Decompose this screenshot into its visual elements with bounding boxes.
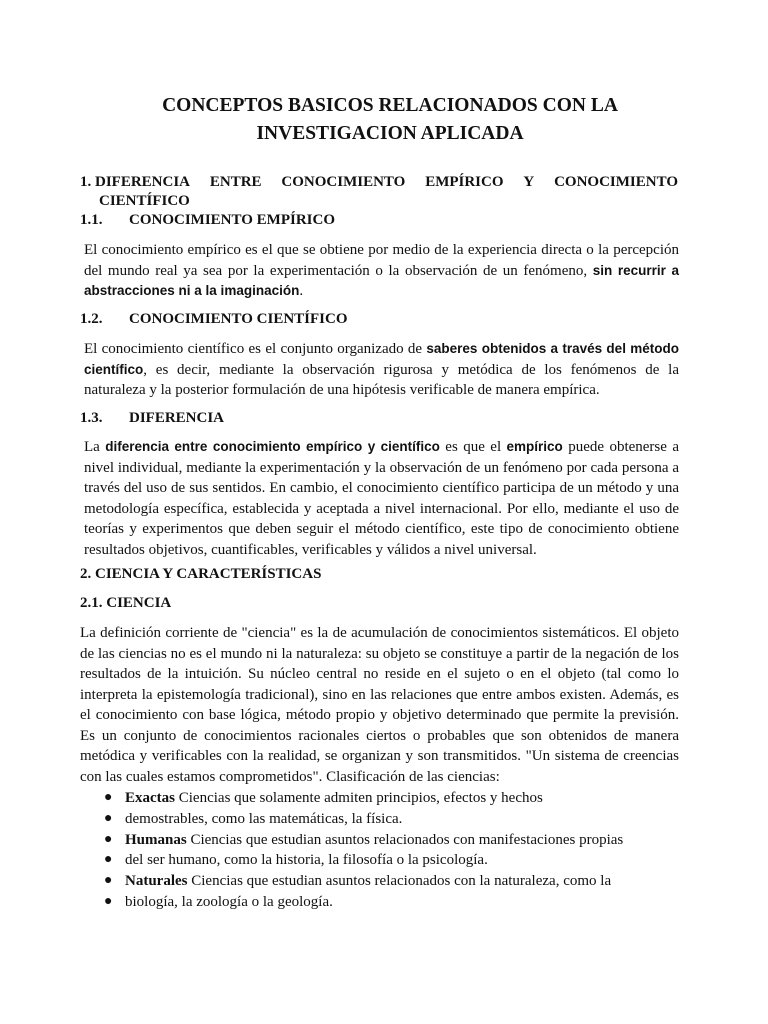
paragraph-text: El conocimiento empírico es el que se obtiene por medio de la experiencia directa o la percepción del mundo real ya sea por la experimentación o la observación de un fenómeno,	[84, 242, 679, 279]
heading-word-6: CONOCIMIENTO	[554, 174, 678, 190]
bullet-icon: ●	[104, 873, 113, 889]
list-item-text: Ciencias que estudian asuntos relacionados con manifestaciones propias	[186, 831, 624, 848]
list-item-text: demostrables, como las matemáticas, la física.	[125, 810, 403, 827]
bullet-icon: ●	[104, 790, 113, 805]
bullet-icon: ●	[104, 831, 113, 847]
paragraph-text: .	[299, 283, 304, 299]
subsection-title: DIFERENCIA	[129, 410, 225, 426]
paragraph-bold: sin recurrir a abstracciones ni a la imaginación	[84, 262, 679, 298]
paragraph-empirical	[84, 240, 679, 302]
list-item	[104, 850, 623, 871]
paragraph-scientific	[84, 339, 679, 401]
list-item-term: Humanas	[125, 831, 187, 848]
paragraph-text: La	[84, 439, 106, 455]
list-item	[104, 871, 623, 892]
subsection-1-3-heading	[80, 408, 224, 428]
subsection-1-2-heading	[80, 309, 348, 329]
bullet-icon: ●	[104, 893, 113, 909]
paragraph-text: , es decir, mediante la observación rigurosa y metódica de los fenómenos de la naturaleza y la posterior formulación de una hipótesis verificable de manera empírica.	[84, 361, 679, 398]
subsection-1-1-heading	[80, 210, 335, 230]
list-item	[104, 892, 623, 913]
subsection-number: 1.3.	[80, 410, 103, 426]
document-title	[80, 92, 700, 148]
list-item-term: Exactas	[125, 790, 175, 806]
science-classification-list	[104, 788, 623, 913]
subsection-number: 1.2.	[80, 311, 103, 327]
paragraph-bold: diferencia entre conocimiento empírico y científico	[105, 439, 440, 454]
subsection-title: CONOCIMIENTO CIENTÍFICO	[129, 311, 348, 327]
subsection-number: 1.1.	[80, 212, 103, 228]
section-1-heading-line-1	[80, 173, 678, 192]
bullet-icon: ●	[104, 810, 113, 826]
list-item	[104, 788, 623, 809]
section-1-heading	[80, 173, 678, 211]
paragraph-text: es que el	[439, 439, 507, 455]
list-item-text: Ciencias que estudian asuntos relacionados con la naturaleza, como la	[187, 873, 612, 890]
bullet-icon: ●	[104, 852, 113, 868]
list-item-text: biología, la zoología o la geología.	[125, 893, 333, 910]
paragraph-bold: empírico	[506, 439, 563, 454]
paragraph-text: El conocimiento científico es el conjunto organizado de	[84, 341, 427, 357]
title-line-2: INVESTIGACION APLICADA	[256, 123, 524, 144]
list-item	[104, 809, 623, 830]
heading-word-4: EMPÍRICO	[425, 174, 504, 190]
heading-word-3: CONOCIMIENTO	[281, 174, 406, 190]
list-item-term: Naturales	[125, 873, 188, 890]
subsection-title: CONOCIMIENTO EMPÍRICO	[129, 212, 335, 228]
paragraph-text: puede obtenerse a nivel individual, mediante la experimentación y la observación de un fenómeno por cada persona a través del uso de sus sentidos. En cambio, el conocimiento científico participa de un método y una metodología específica, establecida y aceptada a nivel internacional. Por ello, mediante el uso de teorías y experimentos que deben seguir el método científico, este tipo de conocimiento obtiene resultados objetivos, cuantificables, verificables y válidos a nivel universal.	[84, 439, 679, 558]
title-line-1: CONCEPTOS BASICOS RELACIONADOS CON LA	[162, 95, 618, 116]
list-item-text: del ser humano, como la historia, la filosofía o la psicología.	[125, 852, 488, 869]
list-item	[104, 830, 623, 851]
paragraph-bold: saberes obtenidos a través del método científico	[84, 341, 679, 377]
heading-word-5: Y	[523, 174, 535, 190]
list-item-text: Ciencias que solamente admiten principios, efectos y hechos	[175, 790, 543, 806]
section-1-heading-line-2: CIENTÍFICO	[99, 193, 190, 209]
heading-word-1: 1. DIFERENCIA	[80, 174, 191, 190]
subsection-2-1-heading: 2.1. CIENCIA	[80, 595, 172, 611]
paragraph-science: La definición corriente de "ciencia" es la de acumulación de conocimientos sistemáticos. El objeto de las ciencias no es el mundo ni la naturaleza: su objeto se constituye a partir de la negación de los resultados de la intuición. Su núcleo central no reside en el sujeto o en el objeto (tal como lo interpreta la epistemología tradicional), sino en las relaciones que entre ambos existen. Además, es el conocimiento con base lógica, método propio y objetivo determinado que permite la previsión. Es un conjunto de conocimientos racionales ciertos o probables que son obtenidos de manera metódica y verificables con la realidad, se organizan y son transmitidos. "Un sistema de creencias con las cuales estamos comprometidos". Clasificación de las ciencias:	[80, 625, 679, 785]
paragraph-difference	[84, 437, 679, 560]
heading-word-2: ENTRE	[209, 174, 262, 190]
section-2-heading: 2. CIENCIA Y CARACTERÍSTICAS	[80, 566, 322, 582]
